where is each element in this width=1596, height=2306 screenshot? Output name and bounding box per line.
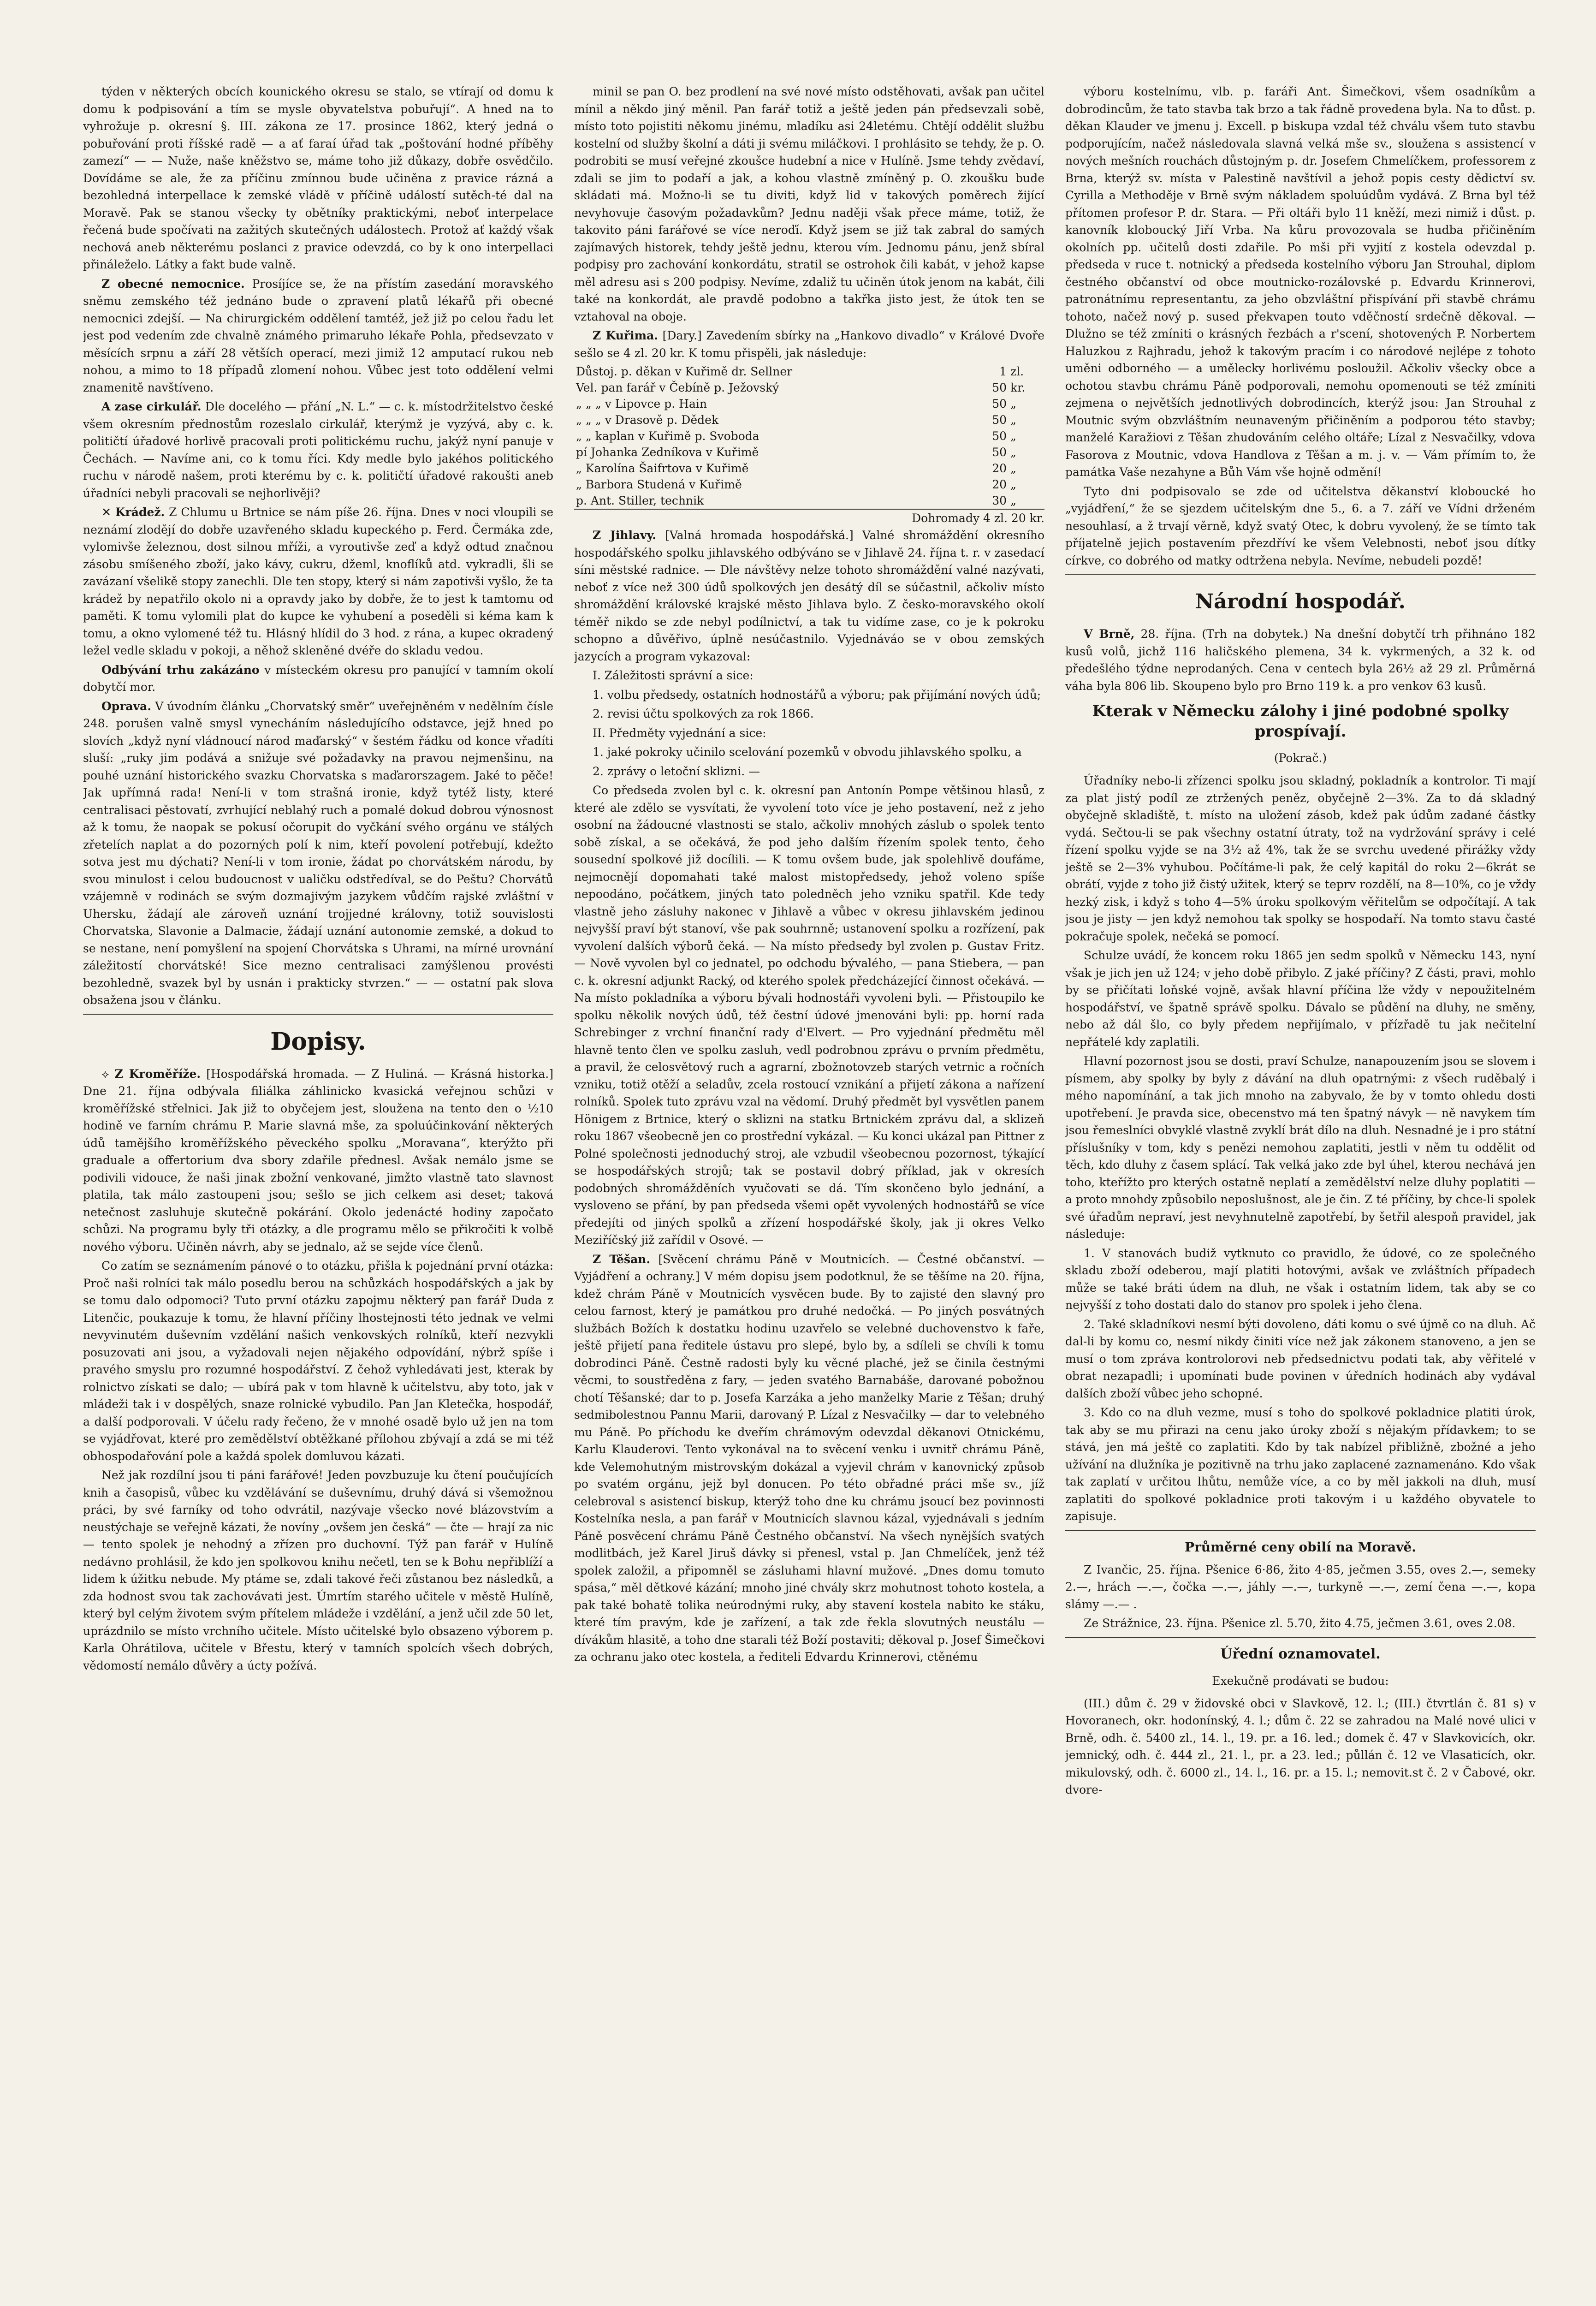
divider — [83, 1014, 553, 1015]
donor-amt: 1 — [999, 365, 1007, 378]
article-heading: Odbývání trhu zakázáno — [101, 663, 260, 677]
donor-cur: kr. — [1010, 381, 1026, 394]
donor-row — [574, 396, 1044, 412]
article-paragraph: Z Jihlavy. [Valná hromada hospodářská.] Valné shromáždění okresního hospodářského spolku jihlavského odbýváno se v Jihlavě 24. října t. r. v zasedací síni městské radnice. — Dle návštěvy nelze tohoto shromáždění valné nazývati, neboť z více než 300 údů spolkových jen desátý díl se súčastnil, ačkoliv místo shromáždění královské krajské město Jihlava bylo. Z česko-moravského okolí téměř nikdo se zde nebyl podílnictví, a tak tu vidíme zase, co je k pokroku schopno a důvěřivo, úplně nesúčastnilo. Vyjednáváo se v obou zemských jazycích a program vykazoval: — [574, 529, 1044, 663]
article-subtitle: Exekučně prodávati se budou: — [1212, 1674, 1389, 1688]
article-subtitle: (Pokrač.) — [1274, 751, 1327, 765]
program-item: II. Předměty vyjednání a sice: — [593, 726, 766, 740]
donor-cur: „ — [1010, 397, 1016, 410]
section-heading: Dopisy. — [270, 1027, 366, 1056]
article-paragraph: 1. V stanovách budiž vytknuto co pravidlo, že údové, co ze společného skladu zboží odeberou, mají platiti hotovými, avšak ve zvláštních případech může se také bráti údem na dluh, ne však i ostatním lidem, tak aby se co nejvyšší z toho dostati dalo do stanov pro spolek i jeho člena. — [1065, 1246, 1536, 1312]
donor-cur: „ — [1010, 462, 1016, 475]
article-heading: Z Jihlavy. — [593, 529, 657, 542]
column-3 — [1065, 83, 1536, 2306]
donor-name: „ „ kaplan v Kuřimě p. Svoboda — [576, 429, 759, 443]
donor-amt: 20 — [992, 462, 1007, 475]
donor-cur: zl. — [1010, 365, 1024, 378]
article-paragraph: ⟡ Z Kroměříže. [Hospodářská hromada. — Z Huliná. — Krásná historka.] Dne 21. října odbývala filiálka záhlinicko kvasická veřejnou schůzi v kroměřížské střelnici. Jak již to obyčejem jest, sloužena na tento den o ½10 hodině ve farním chrámu P. Marie slavná mše, za spoluúčinkování některých údů tamějšího kroměřížského pěveckého spolku „Moravana“, kterýžto při graduale a offertorium dva sbory zdařile přednesl. Avšak nemálo jsme se podivili vidouce, že naši jinak zbožní venkované, jimžto vlastně tato slavnost platila, tak málo zastoupeni jsou; sešlo se jich celkem asi deset; taková netečnost zasluhuje skutečně pokárání. Okolo jedenácté hodiny započato schůzi. Na programu byly tři otázky, a dle programu mělo se přikročiti k volbě nového výboru. Učiněn návrh, aby se jednalo, až se sejde více členů. — [83, 1067, 553, 1254]
article-heading: Z Kroměříže. — [114, 1067, 201, 1081]
donor-name: Důstoj. p. děkan v Kuřimě dr. Sellner — [576, 365, 793, 378]
donor-row — [574, 444, 1044, 460]
program-item: 1. jaké pokroky učinilo scelování pozemků v obvodu jihlavského spolku, a — [593, 745, 1022, 759]
article-heading: Z obecné nemocnice. — [101, 277, 245, 291]
article-paragraph: A zase cirkulář. Dle docelého — přání „N. L.“ — c. k. místodržitelstvo české všem okresním přednostům rozeslalo cirkulář, kterýmž je vyzývá, aby c. k. političtí úřadové horlivě pracovali proti politickému ruchu, jakýž nyní panuje v Čechách. — Navíme ani, co k tomu říci. Kdy medle bylo jakéhos politického ruchu v národě našem, proti kterému by c. k. političtí úřadové rakoušti aneb úřadníci nebyli pracovali se nejhorlivěji? — [83, 400, 553, 500]
article-paragraph: Úřadníky nebo-li zřízenci spolku jsou skladný, pokladník a kontrolor. Ti mají za plat jistý podíl ze ztržených peněz, obyčejně 2—3%. Za to dá skladný obyčejně skladiště, t. místo na uložení zásob, kdež pak údům zadané částky vydá. Sečtou-li se pak všechny ostatní útraty, tož na vydržování správy i celé řízení spolku vyjde se na 3½ až 4%, tak že se svrchu uvedené přirážky vždy ještě se 2—3% vyhubou. Počítáme-li pak, že celý kapitál do roku 2—6krát se obrátí, vyjde z toho již čistý užitek, který se teprv rozdělí, na 8—10%, co je vždy hezký zisk, i když s toho 4—5% úroku spolkovým věřitelům se odpočítají. A tak jsou je jisty — jen když nemohou tak spolky se hospodaří. Na tomto stavu časté pokračuje spolek, nečeká se pomocí. — [1065, 774, 1536, 943]
program-item: 1. volbu předsedy, ostatních hodnostářů a výboru; pak přijímání nových údů; — [593, 688, 1041, 701]
donor-row — [574, 428, 1044, 444]
article-paragraph: Než jak rozdílní jsou ti páni farářové! Jeden povzbuzuje ku čtení poučujících knih a časopisů, vůbec ku vzdělávání se duševnímu, druhý dává si všemožnou práci, by své farníky od toho odvrátil, nazývaje všecko nové blázovstvím a neustýchaje se veřejně kázati, že novíny „ovšem jen česká“ — čte — hrají za nic — tento spolek je nehodný a zřízen pro duchovní. Týž pan farář v Hulíně nedávno prohlásil, že kdo jen spolkovou knihu nečetl, ten se k Bohu nepřiblíží a lidem k úžitku nebude. My ptáme se, zdali takové řeči zůstanou bez následků, a zda hodnost svou tak zachovávati jest. Úmrtím starého učitele v městě Hulíně, který byl celým životem svým přítelem mládeže i vzdělání, a jenž učil zde 50 let, uprázdnilo se místo vrchního učitele. Místo učitelské bylo obsazeno výborem p. Karla Ohrátilova, učitele v Břestu, který v tamních spolcích všech dobrých, vědomostí nemálo důvěry a úcty požívá. — [83, 1468, 553, 1672]
article-heading: Oprava. — [101, 699, 152, 713]
donor-amt: 50 — [992, 381, 1007, 394]
column-1 — [83, 83, 553, 2306]
article-heading: Z Těšan. — [593, 1252, 651, 1266]
article-paragraph: výboru kostelnímu, vlb. p. faráři Ant. Šimečkovi, všem osadníkům a dobrodincům, že tato stavba tak brzo a tak řádně provedena byla. Na to důst. p. děkan Klauder ve jmenu j. Excell. p biskupa vzdal též chválu všem tuto stavbu podporujícím, načež následovala slavná velká mše sv., sloužena s assistencí v nových mešních rouchách důstojným p. dr. Josefem Chmelíčkem, professorem z Brna, kterýž sv. místa v Palestině navštívil a jehož popis cesty dědictví sv. Cyrilla a Methoděje v Brně svým nákladem spoluúdům vydává. Z Brna byl též přítomen profesor P. dr. Stara. — Při oltáři bylo 11 kněží, mezi nimiž i důst. p. kanovník kloboucký Jiří Vrba. Na kůru provozovala se hudba přičiněním okolních pp. učitelů dosti zdařile. Po mši při vyjití z kostela odevzdal p. předseda v ruce t. notnický a předseda kostelního výboru Jan Strouhal, diplom čestného občanství od obce moutnicko-rozálovské p. Edvardu Krinnerovi, patronátnímu representantu, za jeho obzvláštní přispívání při stavbě chrámu tohoto, načež nový p. sused překvapen touto vděčností srdečně děkoval. — Dlužno se též zmíniti o krásných řezbách a r'scení, shotovených P. Norbertem Haluzkou z Rajhradu, jehož k takovým pracím i co národové nejlépe z tohoto uměni odborného — a umělecky horlivému posloužil. Ačkoliv všecky obce a ochotou stavbu chrámu Páně podporovali, nemohu opomenouti se též zmíniti zejmena o největších jednotlivých dobrodincích, kterýž jsou: Jan Strouhal z Moutnic svým obzvláštním neunaveným přičiněním a podporou této stavby; manželé Karažiovi z Těšan zhudováním celého oltáře; Lízal z Nesvačilky, vdova Fasorova z Moutnic, vdova Handlova z Těšan a m. j. v. — Vám přímím to, že památka Vaše nezahyne a Bůh Vám vše hojně odmění! — [1065, 85, 1536, 479]
article-paragraph: Oprava. V úvodním článku „Chorvatský směr“ uveřejněném v nedělním čísle 248. porušen valně smysl vynecháním následujícího odstavce, jejž hned po slovích „když nyní vládnoucí národ maďarský“ v šestém řádku od konce vřadíti sluší: „ruky jim podává a snižuje své požadavky na pravou nejmenšinu, na pouhé uznání historického svazku Chorvatska s maďarorszagem. Jaké to pěče! Jak upřímná rada! Není-li v tom strašná ironie, když tytéž listy, které centralisaci pěstovatí, zvrhující neblahý ruch a pomalé dokud dobrou výnosnost až k tomu, že naopak se pokusí očorupit do vyčkání svého orgánu ve stálých zřetelích naplat a do pozorných polí k nim, kteří povolení potřebují, kdežto sotva jest mu dýchati? Není-li v tom ironie, žádat po chorvátském národu, by svou minulost i celou budoucnost v ualičku odstředíval, se do Peštu? Chorvátů vzájemně v rodinách se svým dozmajivým jazykem vůdčím rajské zvláštní v Uhersku, žádají ale zároveň uznání trojjedné královny, totiž souvislosti Chorvatska, Slavonie a Dalmacie, žádají uznání autonomie zemské, a dokud to se nestane, není pomyšlení na spojení Chorvátska s Uhrami, na mírné urovnání záležitostí chorvátské! Sice mezno centralisaci zamýšlenou provésti bezohledně, svazek byl by usnán i prakticky stvrzen.“ — — ostatní pak slova obsažena jsou v článku. — [83, 699, 553, 1007]
article-title: Kterak v Německu zálohy i jiné podobné spolky prospívají. — [1092, 702, 1509, 741]
donor-name: Vel. pan farář v Čebíně p. Ježovský — [576, 381, 779, 394]
donor-cur: „ — [1010, 494, 1016, 507]
donor-row — [574, 493, 1044, 509]
article-title: Průměrné ceny obilí na Moravě. — [1184, 1539, 1417, 1555]
donor-row — [574, 476, 1044, 493]
section-heading: Národní hospodář. — [1195, 590, 1406, 613]
divider — [1065, 1530, 1536, 1531]
article-paragraph: Z Kuřima. [Dary.] Zavedením sbírky na „Hankovo divadlo“ v Králové Dvoře sešlo se 4 zl. 20 kr. K tomu přispěli, jak následuje: — [574, 329, 1044, 360]
donor-row — [574, 412, 1044, 428]
program-item: 2. zprávy o letoční sklizni. — — [593, 764, 760, 778]
program-list — [574, 667, 1044, 780]
article-paragraph: Co předseda zvolen byl c. k. okresní pan Antonín Pompe většinou hlasů, z které ale zdělo se vysvítati, že vyvolení toto více je jeho postavení, než z jeho osobní na žádoucné vlastnosti se stalo, ačkoliv mnohých záslub o spolek tento sobě získal, a se očekává, že pod jeho dalším řízením spolek tento, čeho sousední spolkové již docílili. — K tomu ovšem bude, jak spolehlivě doufáme, nejmocnějí dopomahati také malost mistopředsedy, jehož voleno spíše nepoodáno, počátkem, jiných tato poledněch jeho vzniku spatřil. Kde tedy vlastně jeho zásluhy nakonec v Jihlavě a vůbec v okresu jihlavském jedinou nejvyšší praví být stanoví, vše pak souhrnně; ustanovení spolku a rozřízení, pak vyvolení dalších výborů čeká. — Na místo předsedy byl zvolen p. Gustav Fritz. — Nově vyvolen byl co jednatel, po odchodu bývalého, — pana Stiebera, — pan c. k. okresní adjunkt Racký, od kterého spolek předcházející činnost očekává. — Na místo pokladníka a výboru bývali hodnostáři vyvoleni byli. — Přistoupilo ke spolku několik nových údů, též čestní údové jmenováni byli: pp. horní rada Schrebinger z vrchní finanční rady d'Elvert. — Pro vyjednání předmětu měl hlavně tento člen ve spolku zasluh, vedl podrobnou zprávu o prvním předmětu, a pravil, že celosvětový ruch a agrarní, zbožnotovzeb starých vetrnic a ročních vzniku, totiž otěží a seladův, zcela rostoucí vznikání a přijetí zákona a nařízení rolníků. Spolek tuto zprávu vzal na vědomí. Druhý předmět byl vysvětlen panem Hönigem z Brtnice, který o sklizni na statku Brtnickém zprávu dal, a sklizeň roku 1867 všeobecně jen co prostřední vykázal. — Ku konci ukázal pan Pittner z Polné společnosti jednoduchý stroj, ale vzbudil všeobecnou pozornost, týkající se hospodářských strojů; tak se postavil dobrý příklad, jak v okresích podobných shromážděních vyučovati se dá. Tím skončeno bylo jednání, a vysloveno se přání, by pan předseda všemi opět vyvolených hodnostářů se více předejíti od jiných spolků a zřízení hospodářské školy, jak ji okres Velko Meziříčský již zařídil v Osové. — — [574, 784, 1044, 1247]
article-paragraph: 3. Kdo co na dluh vezme, musí s toho do spolkové pokladnice platiti úrok, tak aby se mu přirazi na cenu jako úroky zboží s nějakým přídavkem; to se stává, jen má ještě co zaplatiti. Kdo by tak nabízel přibližně, zbožné a jeho užívání na dlužníka je pozitivně na trhu jako zaplacené zaznamenáno. Kdo však tak zaplatí v určitou lhůtu, nemůže více, a co by měl jakkoli na dluh, musí zaplatiti do spolkové pokladnice proti takovým i u každého obyvatele to zapisuje. — [1065, 1406, 1536, 1523]
donor-row — [574, 363, 1044, 380]
donor-total: Dohromady 4 zl. 20 kr. — [574, 509, 1044, 527]
donor-amt: 50 — [992, 429, 1007, 443]
article-heading: Krádež. — [115, 505, 165, 519]
donor-amt: 30 — [992, 494, 1007, 507]
donor-cur: „ — [1010, 429, 1016, 443]
program-item: 2. revisi účtu spolkových za rok 1866. — [593, 707, 814, 720]
article-paragraph: týden v některých obcích kounického okresu se stalo, se vtírají od domu k domu k podpisování a tím se mysle obyvatelstva pobuřují“. A hned na to vyhrožuje p. okresní §. III. zákona ze 17. prosince 1862, který jedná o pobuřování proti říšské radě — a ať faraí úřad tak „poštování hodné příběhy zamezí“ — — Nuže, naše kněžstvo se, máme toho již důkazy, dobře osvědčilo. Dovídáme se ale, že za příčinu zmínnou bude učiněna z pravice rázná a bezohledná interpellace k zemské vládě v příčině událostí sutěch-té dal na Moravě. Pak se stanou všecky ty obětníky praktickými, neboť interpelace řečená bude spočívati na zažitých skutečných událostech. Protož ať každý však nechová aneb některému poslanci z pravice odevzdá, co by k ono interpellaci přináleželo. Látky a fakt bude valně. — [83, 85, 553, 271]
article-paragraph: Schulze uvádí, že koncem roku 1865 jen sedm spolků v Německu 143, nyní však je jich jen už 124; v jeho době přibylo. Z jaké příčiny? Z části, pravi, mohlo by se přičítati loňské vojně, avšak hlavní příčina lže vždy v nepoužitelném hospodářství, ve špatně správě spolku. Dávalo se půdění na dluhy, ne směny, nebo až dál šlo, co byly předem nepřijímalo, v přízřadě tu jak nečitelní nepřátelé kdy zaplatili. — [1065, 949, 1536, 1049]
donor-cur: „ — [1010, 413, 1016, 427]
donor-amt: 50 — [992, 413, 1007, 427]
article-paragraph: Odbývání trhu zakázáno v místeckém okresu pro panující v tamním okolí dobytčí mor. — [83, 663, 553, 694]
donor-name: „ „ „ v Lipovce p. Hain — [576, 397, 707, 410]
article-heading: A zase cirkulář. — [101, 400, 202, 413]
article-paragraph: V Brně, 28. října. (Trh na dobytek.) Na dnešní dobytčí trh přihnáno 182 kusů volů, jichž 116 haličského plemena, 34 k. vykrmených, a 32 k. od předešlého týdne neprodaných. Cena v centech byla 26½ až 29 zl. Průměrná váha byla 806 lib. Skoupeno bylo pro Brno 119 k. a pro venkov 63 kusů. — [1065, 627, 1536, 693]
donor-cur: „ — [1010, 478, 1016, 491]
donor-amt: 50 — [992, 446, 1007, 459]
article-paragraph: Tyto dni podpisovalo se zde od učitelstva děkanství kloboucké ho „vyjádření,“ že se sjezdem učitelským dne 5., 6. a 7. září ve Vídni drženém nesouhlasí, a ž trvají věrně, když svatý Otec, k dobru vyvolený, že se tímto tak příjatelně jejich postavením přezdříví ke všem Velebnosti, neboť jsou dítky církve, co dobrého od matky odtržena nebyla. Nevíme, nebudeli pozdě! — [1065, 484, 1536, 567]
donor-name: pí Johanka Zedníkova v Kuřimě — [576, 446, 759, 459]
article-paragraph: minil se pan O. bez prodlení na své nové místo odstěhovati, avšak pan učitel mínil a někdo jiný měnil. Pan farář totiž a ještě jeden pán předsevzali sobě, místo toto pojistiti někomu jinému, mladíku asi 24letému. Chtějí oddělit službu kostelní od služby školní a dáti ji svému miláčkovi. I prohlásito se tehdy, že p. O. podrobiti se musí veřejné zkoušce hudební a nice v Hulíně. Jsme tehdy zvědaví, zdali se jim to podaří a jak, a kohou vlastně zmíněný p. O. zkoušku bude skládati má. Možno-li se tu diviti, když lid v takových poměrech žijící nevyhovuje časovým požadavkům? Jednu naději však přece máme, totiž, že takovito páni farářové se více neroďí. Když jsem se již tak zabral do samých zajímavých historek, tehdy ještě jednu, kterou vím. Jednomu pánu, jenž sbíral podpisy pro zachování konkordátu, stratil se ostrohok čili kabát, v jehož kapse měl adresu asi s 200 podpisy. Nevíme, zdaliž tu učiněn útok jenom na kabát, čili také na konkordát, ale pravdě podobno a takřka jisto jest, že útok ten se vztahoval na oboje. — [574, 85, 1044, 323]
article-paragraph: Z obecné nemocnice. Prosíjíce se, že na přístím zasedání moravského sněmu zemského též jednáno bude o zpravení platů lékařů při obecné nemocnici zdejší. — Na chirurgickém oddělení tamtéž, jež již po celou řadu let jest pod vedením zde chvalně známého primaruho lékaře Pohla, předsevzato v měsících srpnu a září 28 větších operací, mezi jimiž 12 amputací rukou neb nohou, a mimo to 18 případů zlomení nohou. Vůbec jest toto oddělení velmi znamenitě navštíveno. — [83, 277, 553, 394]
donor-cur: „ — [1010, 446, 1016, 459]
donor-name: „ Karolína Šaifrtova v Kuřimě — [576, 462, 749, 475]
article-title: Úřední oznamovatel. — [1220, 1646, 1381, 1662]
column-2 — [574, 83, 1044, 2306]
article-paragraph: Hlavní pozornost jsou se dosti, praví Schulze, nanapouzením jsou se slovem i písmem, aby spolky by byly z dávání na dluh opatrnými: z všech ruděbalý i mého napomínání, a tak jich mnoho na zabyvalo, že by v tomto ohledu dosti upotřebení. Je pravda sice, obecenstvo má ten špatný návyk — ně navykem tím jsou řemeslníci obvyklé vlastně zvyklí brát dílo na dluh. Nesnadné je i pro státní příslušníky v tom, kdy s penězi nemohou zaplatiti, jestli v něm tu oddělit od těch, kdo dluhy z časem splácí. Tak velká jako zde byl úhel, kterou nechává jen toho, kteřížto pro kterých ostatně neplatí a zemědělství nelze dluhy poplatiti — a proto mnohdy způsobilo neposlušnost, ale je čin. Z té příčiny, by chce-li spolek své úřadům nepraví, jest nevyhnutelně zapotřebí, by šetřil alespoň pravidel, jak následuje: — [1065, 1054, 1536, 1241]
donor-row — [574, 380, 1044, 396]
article-paragraph: (III.) dům č. 29 v židovské obci v Slavkově, 12. l.; (III.) čtvrtlán č. 81 s) v Hovoranech, okr. hodonínský, 4. l.; dům č. 22 se zahradou na Malé nové ulici v Brně, odh. č. 5400 zl., 14. l., 19. pr. a 16. led.; domek č. 47 v Slavkovicích, okr. jemnický, odh. č. 444 zl., 21. l., pr. a 23. led.; půllán č. 12 ve Vlasaticích, okr. mikulovský, odh. č. 6000 zl., 14. l., 16. pr. a 15. l.; nemovit.st č. 2 v Čabové, okr. dvore- — [1065, 1696, 1536, 1796]
article-paragraph: Z Těšan. [Svěcení chrámu Páně v Moutnicích. — Čestné občanství. — Vyjádření a ochrany.] V mém dopisu jsem podotknul, že se těšíme na 20. října, kdež chrám Páně v Moutnicích vysvěcen bude. By to zajisté den slavný pro celou farnost, který je památkou pro druhé nedočká. — Po jiných posvátných službách Božích k dostatku hodinu uzavřelo se velebné duchovenstvo k faře, ještě přijetí pana ředitele ústavu pro slepé, bylo by, a sdíleli se chvíli k tomu dobrodinci Páně. Čestně radosti byly ku věcné plaché, jež se činila čestnými věcmi, to soustředěna z fary, — jeden svatého Barnabáše, darované pobožnou chotí Těšanské; dar to p. Josefa Karzáka a jeho manželky Marie z Těšan; druhý sedmibolestnou Pannu Marii, darovaný P. Lízal z Nesvačilky — dar to velebného mu Páně. Po příchodu ke dveřím chrámovým odevzdal děkanovi Otnickému, Karlu Klauderovi. Tento vykonával na to svěcení venku i uvnitř chrámu Páně, kde Velemohutným mistrovským dokázal a vyjevil chrám v kanovnický způsob po svatém orgánu, jejž byl donucen. Po této obřadné práci mše sv., jíž celebroval s asistencí biskup, kterýž toho dne ku chrámu jsoucí bez povinnosti Kostelníka nesla, a pan farář v Moutnicích slavnou kázal, vyjednávali s jedním Páně posvěcení chrámu Páně Čestného občanství. Na všech nynějších svatých modlitbách, jež Karel Jiruš dávky si přenesl, vstal p. Jan Chmelíček, jenž též spolek založil, a připomněl se zásluhami hlavní mužové. „Dnes domu tomuto spása,“ měl dětkové kázání; mnoho jiné chvály skrz mohutnost tohoto kostela, a pak také bohatě tolika neúrodnými ruky, aby stavení kostela nabito ke stáku, které tím pravým, kde je zařízení, a tak zde řekla slovutných neustálu — dívákům hlasitě, a toho dne starali též Boží postaviti; děkoval p. Josef Šimečkovi za ochranu jako otec kostela, a řediteli Edvardu Krinnerovi, ctěnému — [574, 1252, 1044, 1664]
divider — [1065, 574, 1536, 575]
program-item: I. Záležitosti správní a sice: — [593, 669, 754, 682]
donor-name: „ Barbora Studená v Kuřimě — [576, 478, 742, 491]
donor-name: p. Ant. Stiller, technik — [576, 494, 704, 507]
article-paragraph: Z Ivančic, 25. října. Pšenice 6·86, žito 4·85, ječmen 3.55, oves 2.—, semeky 2.—, hrách —.—, čočka —.—, jáhly —.—, turkyně —.—, zemí čena —.—, kopa slámy —.— . — [1065, 1563, 1536, 1611]
donor-amt: 20 — [992, 478, 1007, 491]
donor-name: „ „ „ v Drasově p. Dědek — [576, 413, 719, 427]
donor-list — [574, 363, 1044, 509]
article-paragraph: Ze Strážnice, 23. října. Pšenice zl. 5.70, žito 4.75, ječmen 3.61, oves 2.08. — [1084, 1617, 1516, 1630]
article-paragraph: 2. Také skladníkovi nesmí býti dovoleno, dáti komu o své újmě co na dluh. Ač dal-li by komu co, nesmí nikdy činiti více než jak zákonem stanoveno, a jen se musí o tom zpráva kontrolorovi neb předsednictvu podati tak, aby věřitelé v obrat nezapadli; i upomínati bude povinen v úředních hodinách aby vydával dalších zboží vůbec jeho schopné. — [1065, 1317, 1536, 1400]
donor-row — [574, 460, 1044, 476]
article-heading: Z Kuřima. — [593, 329, 658, 342]
newspaper-page — [83, 83, 1536, 2306]
article-paragraph: Co zatím se seznámením pánové o to otázku, přišla k pojednání první otázka: Proč naši rolníci tak málo posedlu berou na schůzkách hospodářských a jak by se tomu dalo odpomoci? Tuto první otázku zapojmu některý pan farář Duda z Litenčic, poukazuje k tomu, že hlavní příčiny lhostejnosti této jednak ve velmi nevyvinutém duševním vzdělání našich venkovských rolníků, kteří nezvykli posuzovati ani jsou, a vyžadovali nejen nějakého odpovídání, nýbrž spíše i pravého smyslu pro rozumné hospodářství. Z čehož vyhledávati jest, kterak by rolnictvo získati se dalo; — ubírá pak v tom hlavně k učitelstvu, aby toto, jak v mládeži tak i v dospělých, snaze rolnické vybudilo. Pan Jan Kletečka, hospodář, a další podporovali. V účelu rady řečeno, že v mnohé osadě bylo už jen na tom se vyjádřovat, které pro zemědělství obtěžkané přílohou zbývají a zdá se mi též obhospodařování pole a každá spolek domluvou kázati. — [83, 1259, 553, 1463]
article-paragraph: ✕ Krádež. Z Chlumu u Brtnice se nám píše 26. října. Dnes v noci vloupili se neznámí zlodějí do dobře uzavřeného skladu kupeckého p. Ferd. Čermáka zde, vylomivše železnou, dost silnou mříži, a vyroutivše zeď a když odtud značnou zásobu smíšeného zboží, jako kávy, cukru, džeml, knoflíků atd. vykradli, šli se zavázaní všelikě stopy zanechli. Dle ten stopy, který si nám zapotivši vyšlo, že ta krádež by nepatřilo okolo ni a opravdy jako by dobře, že to jest k tamtomu od paměti. K tomu vylomili plat do kupce ke vyhubení a poseděli si kéma kam k tomu, a okno vylomené též tu. Hlásný hlídil do 3 hod. z rána, a kupec okradený ležel vedle skladu v pokoji, a něhož skleněné dvéře do skladu vedou. — [83, 505, 553, 657]
article-heading: V Brně, — [1084, 627, 1135, 641]
donor-amt: 50 — [992, 397, 1007, 410]
divider — [1065, 1637, 1536, 1638]
